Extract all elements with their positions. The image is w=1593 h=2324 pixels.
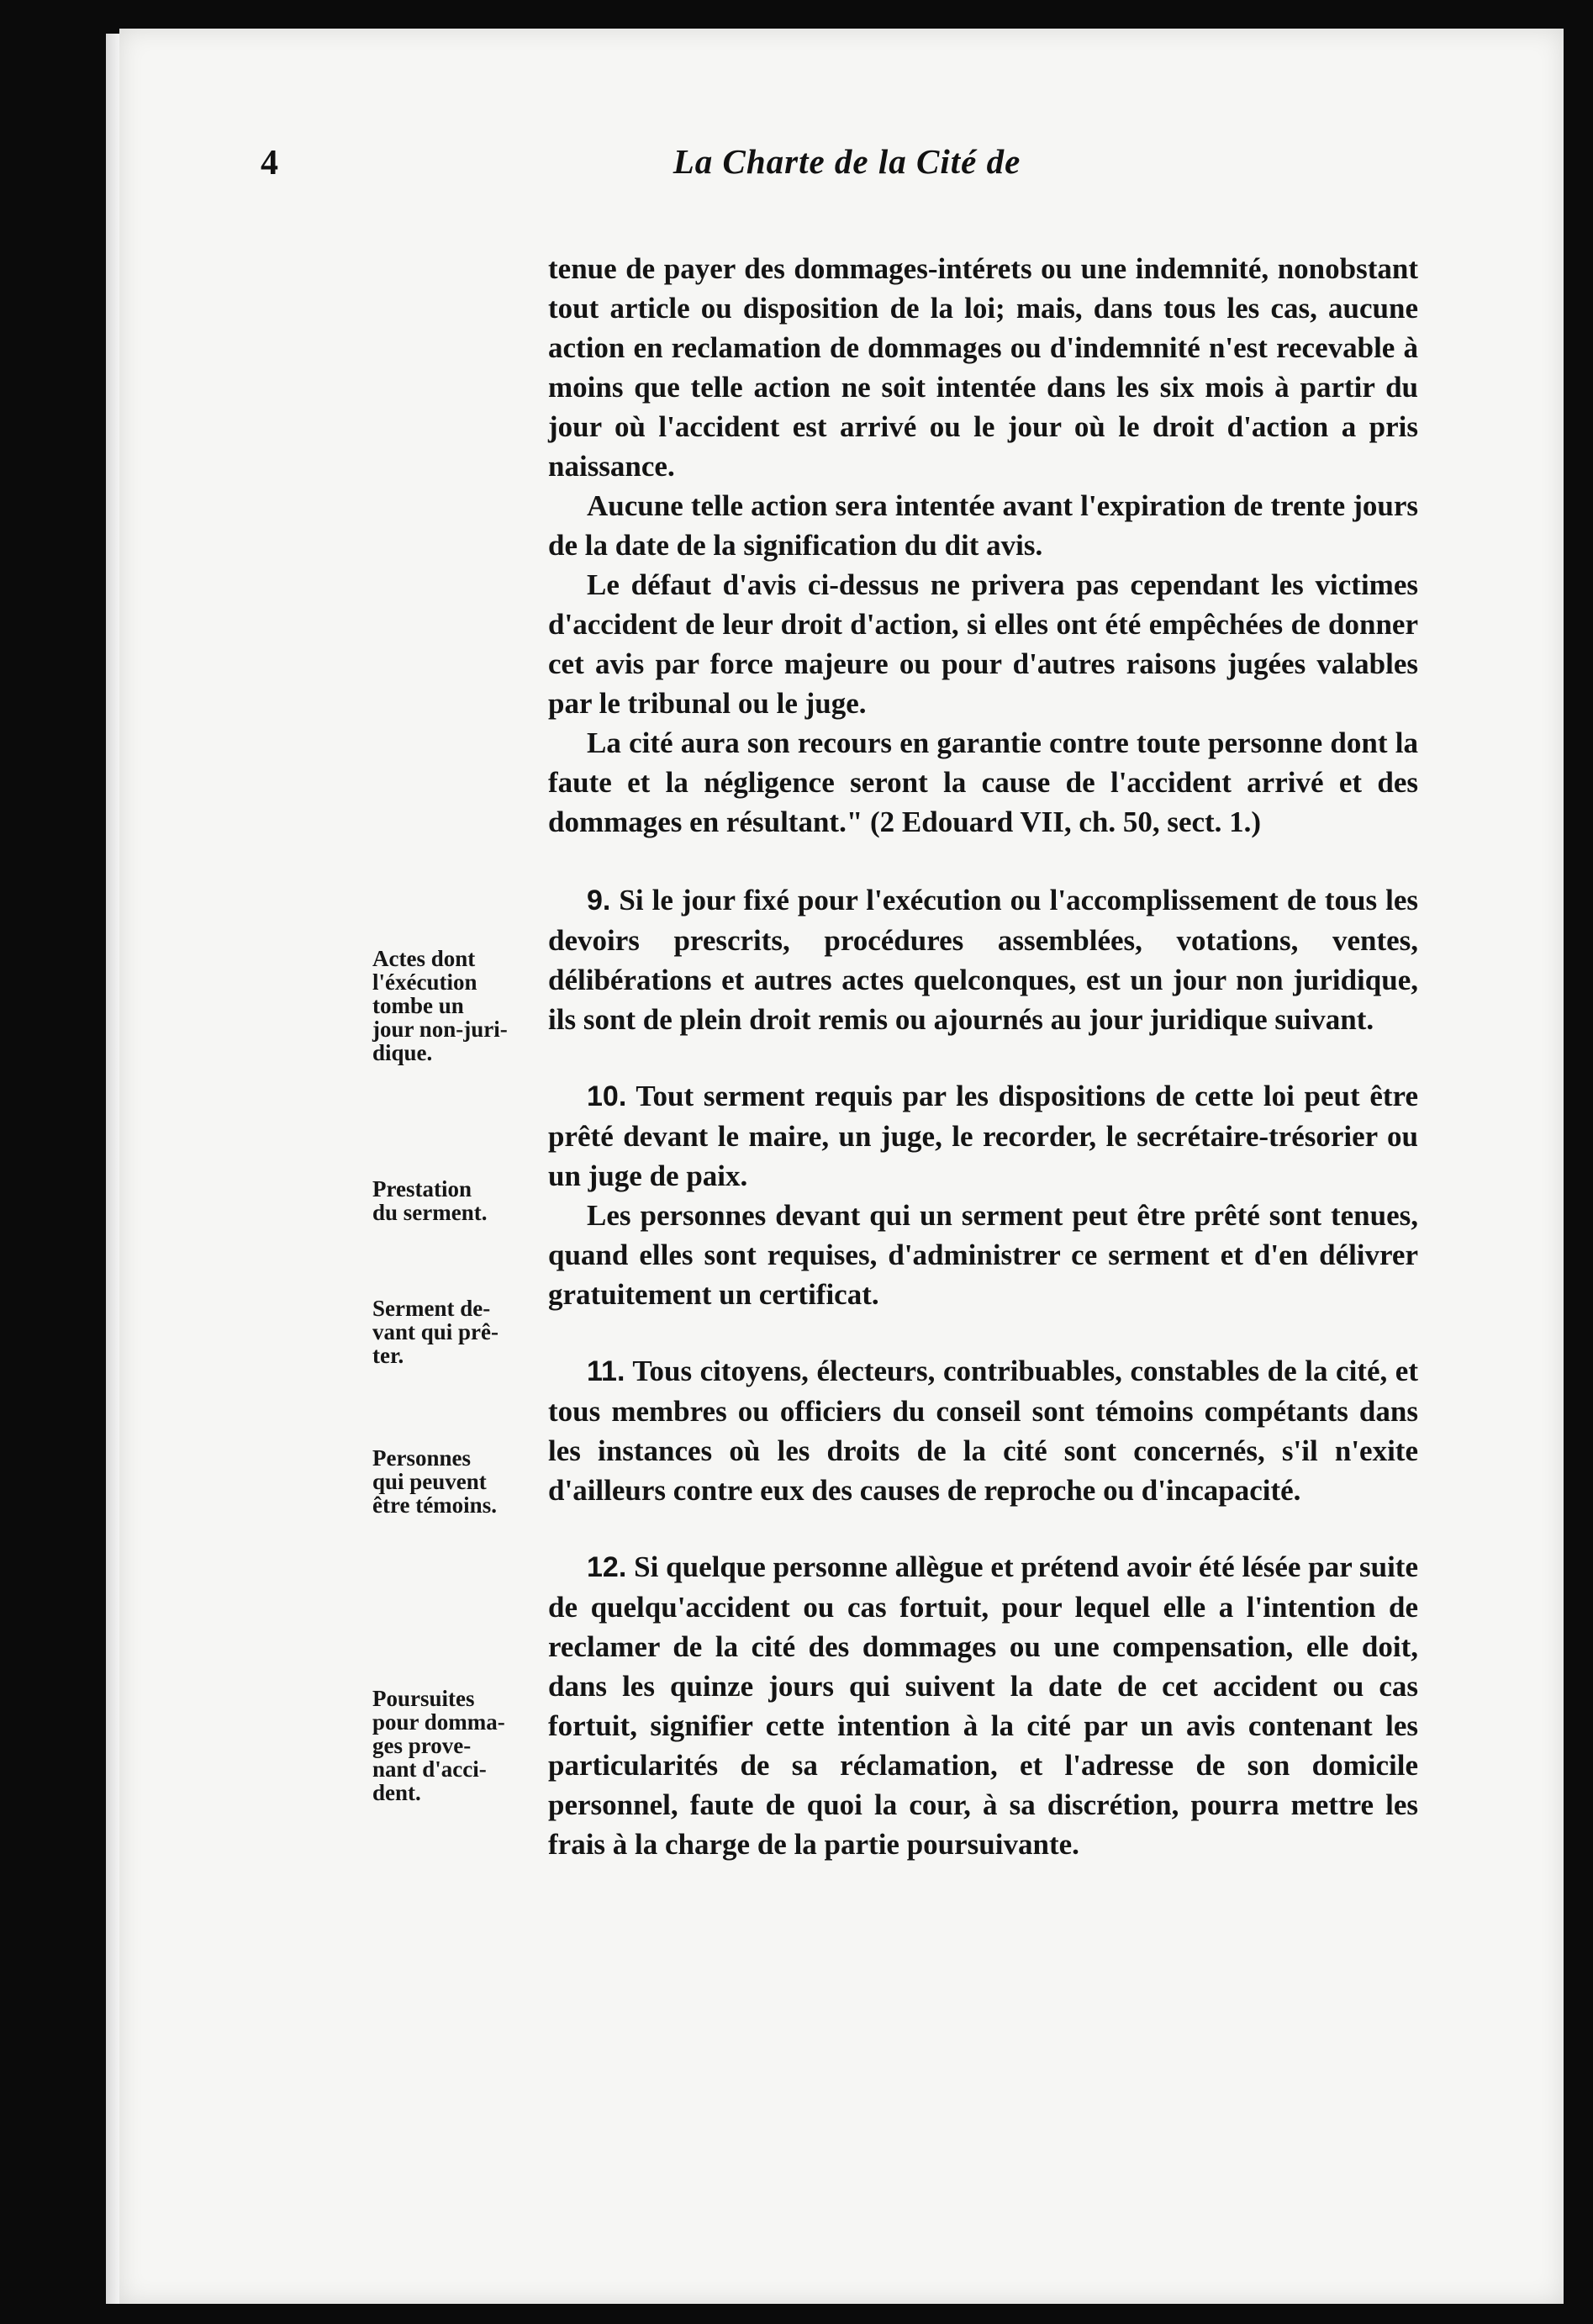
- paragraph-continuation: tenue de payer des dommages-intérets ou une indemnité, nonobstant tout article ou disposition de la loi; mais, dans tous les cas, aucune action en reclamation de dommages ou d'indemnité n'est recevable à moins que telle action ne soit intentée dans les six mois à partir du jour où l'accident est arrivé ou le jour où le droit d'action a pris naissance.: [548, 252, 1418, 483]
- section-text: Si le jour fixé pour l'exécution ou l'accomplissement de tous les devoirs prescrits, procédures assemblées, votations, ventes, délibérations et autres actes quelconques, est un jour non juridique, ils sont de plein droit remis ou ajournés au jour juridique suivant.: [548, 884, 1418, 1036]
- paragraph: Les personnes devant qui un serment peut être prêté sont tenues, quand elles sont requises, d'administrer ce serment et d'en délivrer gratuitement un certificat.: [548, 1199, 1418, 1311]
- paragraph: Aucune telle action sera intentée avant l'expiration de trente jours de la date de la signification du dit avis.: [548, 489, 1418, 562]
- margin-note: Prestation du serment.: [372, 1176, 488, 1225]
- section-12: [548, 1547, 1418, 1864]
- section-9: [548, 880, 1418, 1039]
- section-number: 11.: [587, 1355, 625, 1387]
- section-number: 9.: [587, 885, 611, 916]
- body-text: [548, 249, 1418, 1864]
- section-number: 12.: [587, 1551, 627, 1583]
- margin-note: Actes dont l'éxécution tombe un jour non-juri- dique.: [372, 946, 508, 1065]
- page-edge-strip: [106, 34, 119, 2304]
- margin-note: Poursuites pour domma- ges prove- nant d'acci- dent.: [372, 1686, 505, 1805]
- section-11: [548, 1351, 1418, 1510]
- section-text: Tous citoyens, électeurs, contribuables, constables de la cité, et tous membres ou officiers du conseil sont témoins compétants dans les instances où les droits de la cité sont concernés, s'il n'exite d'ailleurs contre eux des causes de reproche ou d'incapacité.: [548, 1355, 1418, 1507]
- section-text: Si quelque personne allègue et prétend avoir été lésée par suite de quelqu'accident ou cas fortuit, pour lequel elle a l'intention de reclamer de la cité des dommages ou une compensation, elle doit, dans les quinze jours qui suivent la date de cet accident ou cas fortuit, signifier cette intention à la cité par un avis contenant les particularités de sa réclamation, et l'adresse de son domicile personnel, faute de quoi la cour, à sa discrétion, pourra mettre les frais à la charge de la partie poursuivante.: [548, 1550, 1418, 1861]
- paragraph: La cité aura son recours en garantie contre toute personne dont la faute et la négligence seront la cause de l'accident arrivé et des dommages en résultant." (2 Edouard VII, ch. 50, sect. 1.): [548, 726, 1418, 838]
- section-text: Tout serment requis par les dispositions de cette loi peut être prêté devant le maire, un juge, le recorder, le secrétaire-trésorier ou un juge de paix.: [548, 1080, 1418, 1192]
- section-10: [548, 1076, 1418, 1196]
- paragraph: Le défaut d'avis ci-dessus ne privera pas cependant les victimes d'accident de leur droit d'action, si elles ont été empêchées de donner cet avis par force majeure ou pour d'autres raisons jugées valables par le tribunal ou le juge.: [548, 568, 1418, 720]
- margin-note: Personnes qui peuvent être témoins.: [372, 1445, 497, 1518]
- section-number: 10.: [587, 1080, 627, 1112]
- page-number: 4: [261, 144, 278, 182]
- running-title: La Charte de la Cité de: [673, 142, 1021, 181]
- margin-note: Serment de- vant qui prê- ter.: [372, 1296, 499, 1368]
